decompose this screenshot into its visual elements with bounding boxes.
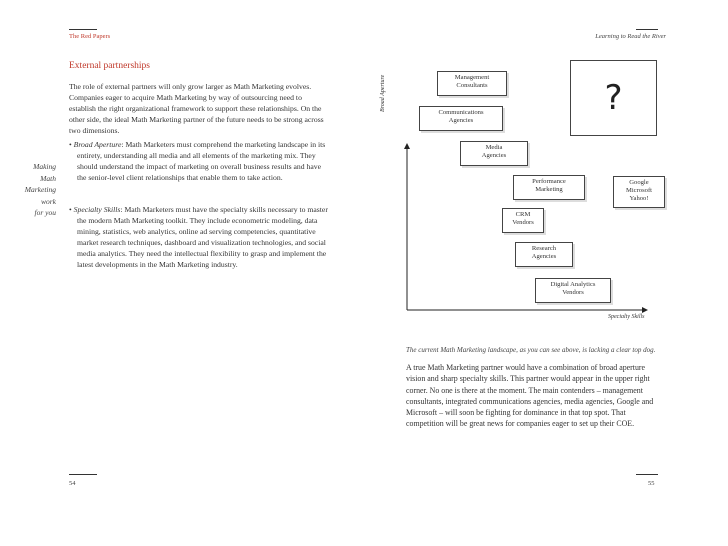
box-performance-marketing xyxy=(513,175,585,200)
box-label: Marketing xyxy=(535,186,563,193)
margin-note-line: Marketing xyxy=(24,185,56,194)
box-research-agencies xyxy=(515,242,573,267)
box-label: Microsoft xyxy=(625,187,652,194)
bullet-term: Broad Aperture xyxy=(73,140,122,149)
diagram-caption: The current Math Marketing landscape, as you can see above, is lacking a clear top dog. xyxy=(406,346,656,354)
bullet-specialty-skills: • Specialty Skills: Math Marketers must have the specialty skills necessary to master the modern Math Marketing toolkit. They include econometric modeling, data mining, statistics, web analytics, online ad serving competencies, quantitative market research techniques, dashboard and visualization technologies, and social media analytics. They need the intellectual flexibility to grasp and implement the latest developments in the Math Marketing industry. xyxy=(69,205,328,269)
box-label: Agencies xyxy=(531,253,557,260)
box-google-microsoft-yahoo xyxy=(613,176,665,208)
bottom-rule-left xyxy=(69,474,97,475)
box-label: Yahoo! xyxy=(629,195,649,202)
box-label: Google xyxy=(629,179,649,186)
box-label: Media xyxy=(485,144,503,151)
box-communications-agencies xyxy=(419,106,503,131)
box-label: Consultants xyxy=(456,82,488,89)
empty-top-spot-box xyxy=(570,60,657,136)
running-header-right: Learning to Read the River xyxy=(595,33,666,40)
margin-note-line: work xyxy=(41,196,56,206)
box-digital-analytics-vendors xyxy=(535,278,611,303)
bullet-text: : Math Marketers must comprehend the marketing landscape in its entirety, understanding all media and all elements of the marketing mix. They should understand the impact of marketing on overall business results and have the senior-level client relationships that enable them to take action. xyxy=(77,140,326,182)
top-rule-right xyxy=(636,29,658,30)
box-label: Digital Analytics xyxy=(550,281,596,288)
box-label: Vendors xyxy=(512,219,534,226)
page-number-left: 54 xyxy=(69,480,76,487)
intro-paragraph: The role of external partners will only grow larger as Math Marketing evolves. Companies eager to acquire Math Marketing by way of outsourcing need to establish the right organizational framework to support these relationships. On the other side, the ideal Math Marketing partner of the future needs to be strong across two dimensions. xyxy=(69,82,324,135)
box-media-agencies xyxy=(460,141,528,166)
bullet-term: Specialty Skills xyxy=(73,205,121,214)
margin-note-line: Making xyxy=(33,162,56,171)
box-crm-vendors xyxy=(502,208,544,233)
question-mark-icon: ? xyxy=(604,78,623,118)
y-axis-label: Broad Aperture xyxy=(380,74,386,112)
box-label: Communications xyxy=(438,109,484,116)
bottom-rule-right xyxy=(636,474,658,475)
margin-note-line: Math xyxy=(40,173,56,183)
box-label: Agencies xyxy=(448,117,474,124)
box-management-consultants xyxy=(437,71,507,96)
top-rule-left xyxy=(69,29,97,30)
box-label: CRM xyxy=(515,211,531,218)
running-header-left: The Red Papers xyxy=(69,33,111,40)
box-label: Management xyxy=(454,74,490,81)
section-title: External partnerships xyxy=(69,61,150,71)
margin-note xyxy=(14,161,56,219)
box-label: Research xyxy=(531,245,557,252)
margin-note-line: for you xyxy=(34,208,56,217)
bullet-broad-aperture: • Broad Aperture: Math Marketers must comprehend the marketing landscape in its entirety, understanding all media and all elements of the marketing mix. They should understand the impact of marketing on overall business results and have the senior-level client relationships that enable them to take action. xyxy=(69,140,326,182)
body-paragraph: A true Math Marketing partner would have a combination of broad aperture vision and sharp specialty skills. This partner would appear in the upper right corner. No one is there at the moment. The main contenders – management consultants, integrated communications agencies, media agencies, Google and Microsoft – will soon be fighting for dominance in that top spot. That competition will be great news for companies eager to set up their COE. xyxy=(406,363,654,429)
box-label: Agencies xyxy=(481,152,507,159)
box-label: Performance xyxy=(532,178,566,185)
box-label: Vendors xyxy=(562,289,584,296)
x-axis-label: Specialty Skills xyxy=(608,314,645,320)
bullet-text: : Math Marketers must have the specialty skills necessary to master the modern Math Marketing toolkit. They include econometric modeling, data mining, statistics, web analytics, online ad serving competencies, quantitative market research techniques, dashboard and visualization technologies, and social media analytics. They need the intellectual flexibility to grasp and implement the latest developments in the Math Marketing industry. xyxy=(77,205,328,269)
page-number-right: 55 xyxy=(648,480,655,487)
